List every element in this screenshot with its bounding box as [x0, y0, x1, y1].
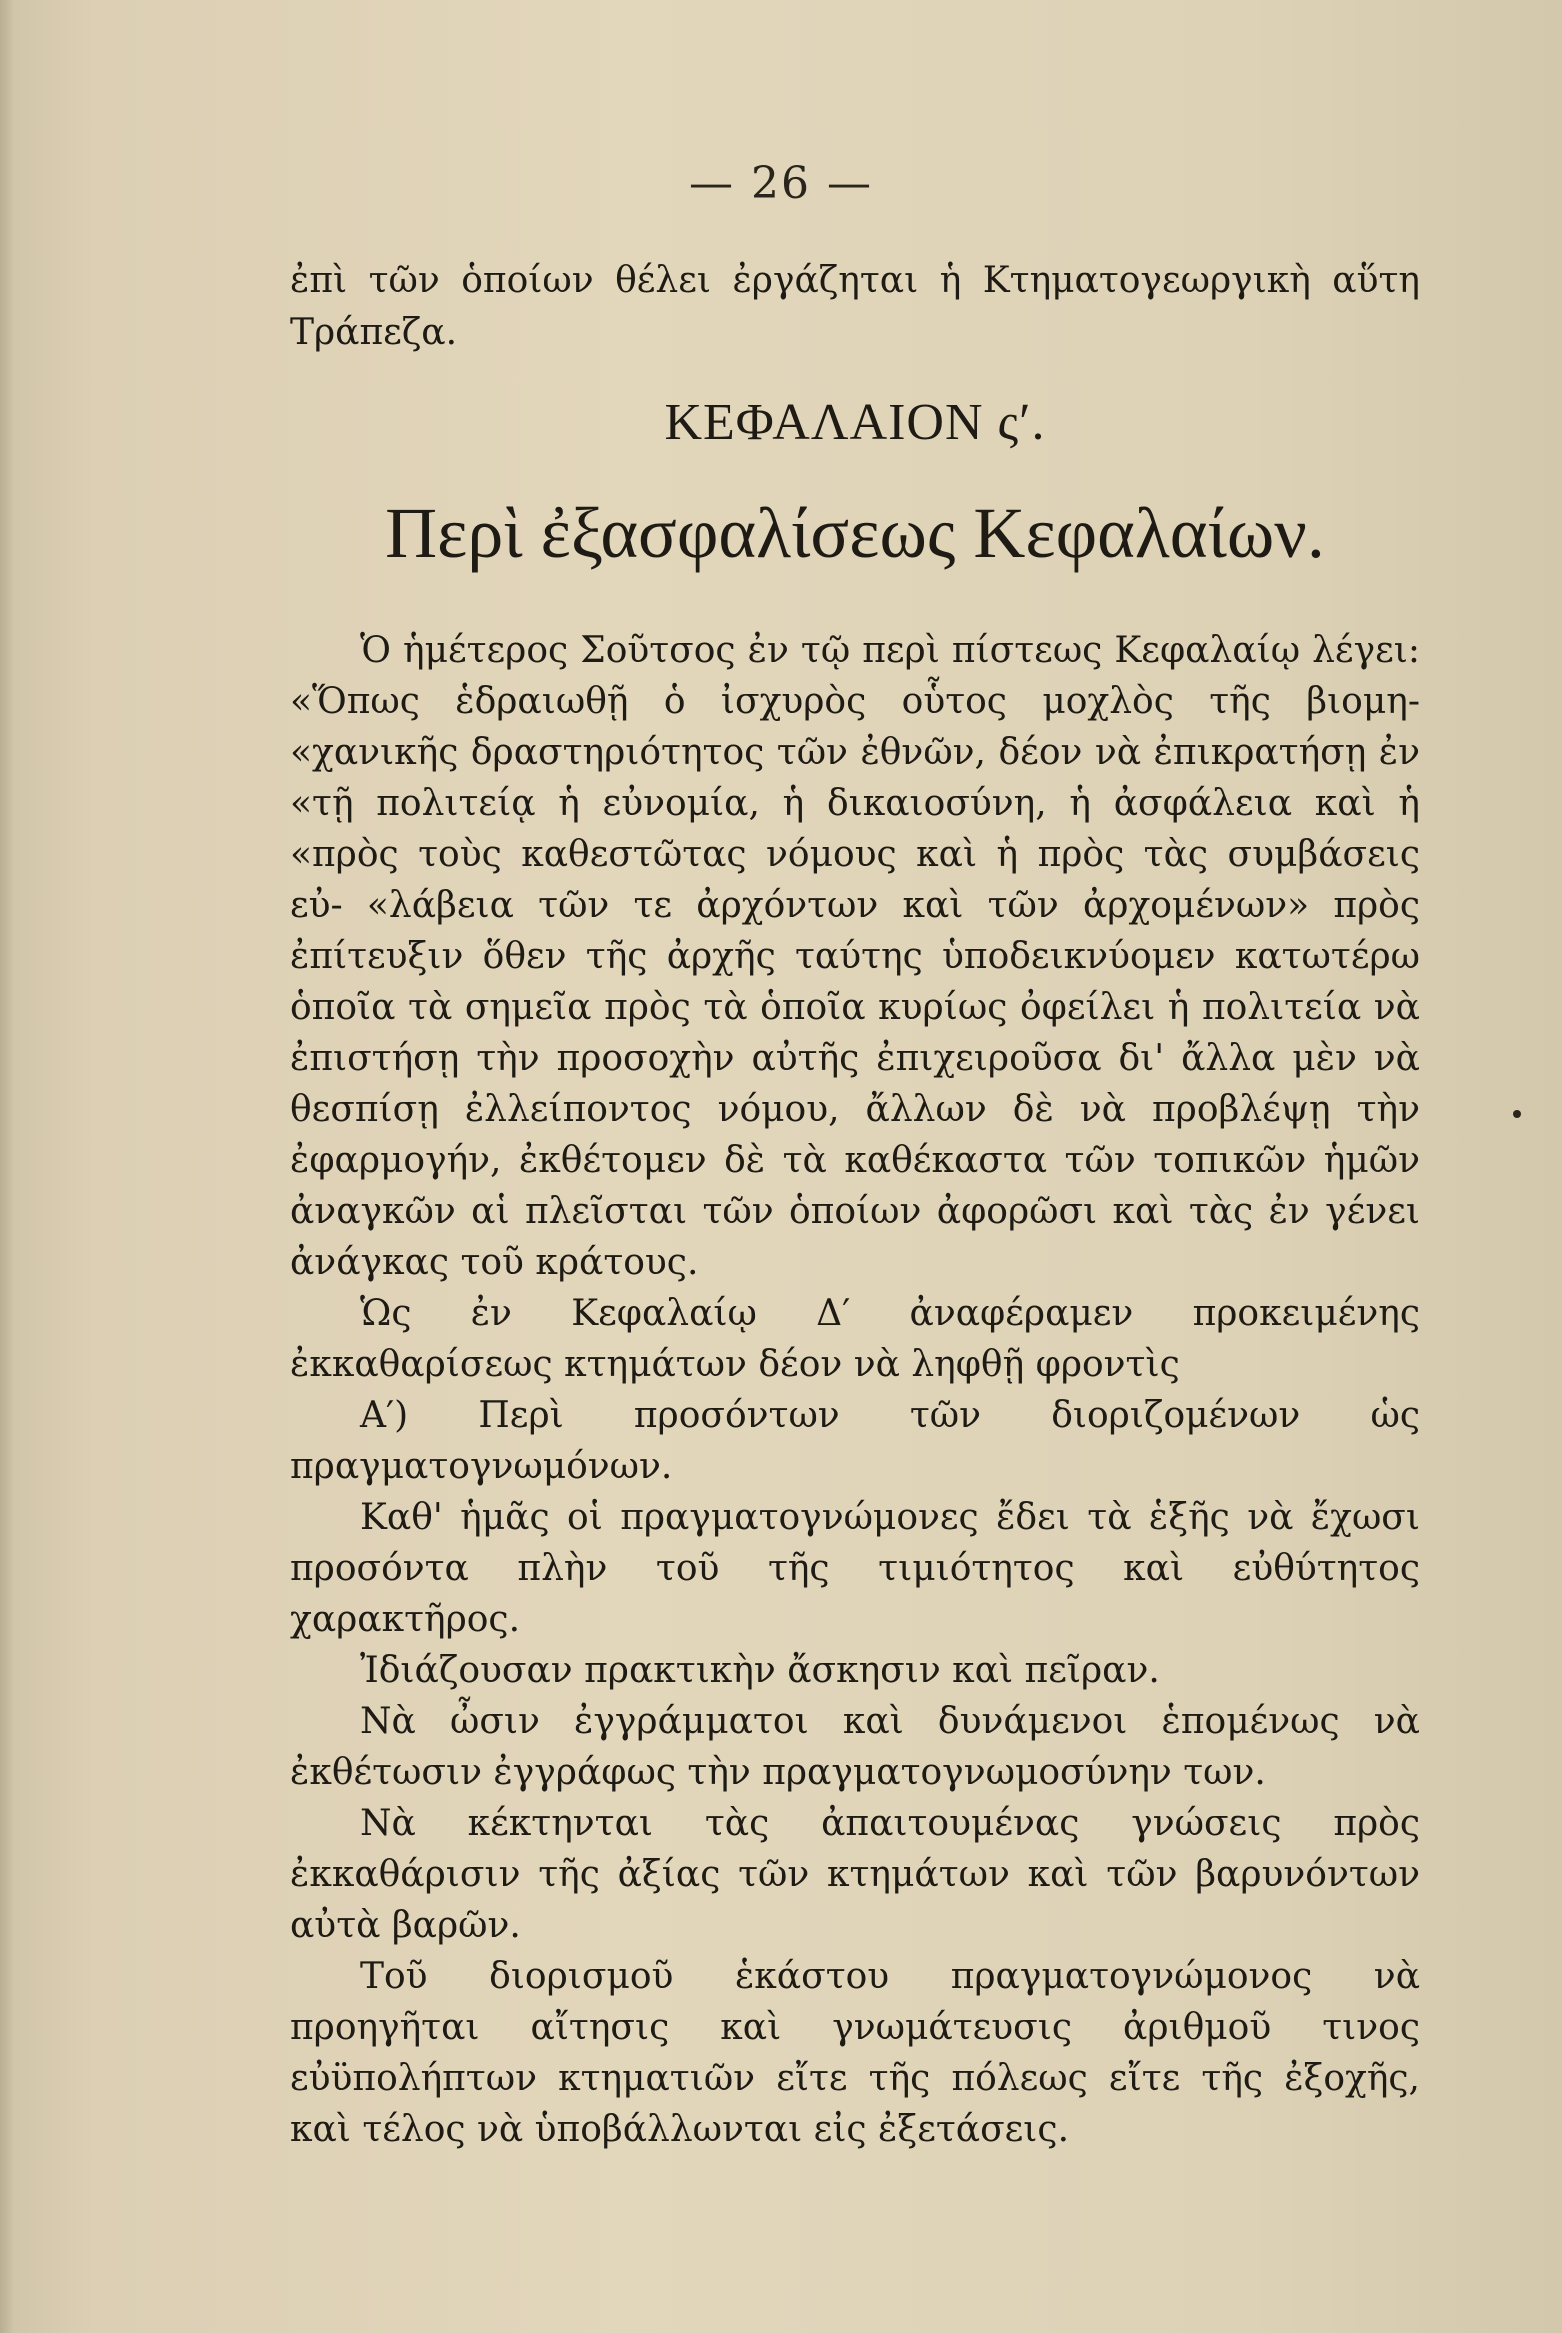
paragraph-qualifications-heading: Α′) Περὶ προσόντων τῶν διοριζομένων ὡς πραγματογνωμόνων. [290, 1395, 1420, 1487]
paragraph-qualifications-intro: Καθ' ἡμᾶς οἱ πραγματογνώμονες ἔδει τὰ ἑξῆς νὰ ἔχωσι προσόντα πλὴν τοῦ τῆς τιμιότητος καὶ εὐθύτητος χαρακτῆρος. [290, 1497, 1420, 1640]
page-number: — 26 — [689, 158, 873, 209]
ink-speck [1513, 1110, 1521, 1118]
paragraph-appointment: Τοῦ διορισμοῦ ἑκάστου πραγματογνώμονος νὰ προηγῆται αἴτησις καὶ γνωμάτευσις ἀριθμοῦ τινος εὐϋπολήπτων κτηματιῶν εἴτε τῆς πόλεως εἴτε τῆς ἐξοχῆς, καὶ τέλος νὰ ὑποβάλλωνται εἰς ἐξετάσεις. [290, 1956, 1420, 2150]
intro-text: ἐπὶ τῶν ὁποίων θέλει ἐργάζηται ἡ Κτηματογεωργικὴ αὕτη Τράπεζα. [290, 260, 1420, 353]
page-body [290, 255, 1420, 2155]
section-title: Περὶ ἐξασφαλίσεως Κεφαλαίων. [385, 493, 1325, 573]
paragraph-literacy: Νὰ ὦσιν ἐγγράμματοι καὶ δυνάμενοι ἑπομένως νὰ ἐκθέτωσιν ἐγγράφως τὴν πραγματογνωμοσύνην των. [290, 1701, 1420, 1793]
page-edge-shadow [0, 0, 14, 2333]
paragraph-soutsos-quote: Ὁ ἡμέτερος Σοῦτσος ἐν τῷ περὶ πίστεως Κεφαλαίῳ λέγει: «Ὅπως ἑδραιωθῇ ὁ ἰσχυρὸς οὗτος μοχλὸς τῆς βιομη- «χανικῆς δραστηριότητος τῶν ἐθνῶν, δέον νὰ ἐπικρατήσῃ ἐν «τῇ πολιτείᾳ ἡ εὐνομία, ἡ δικαιοσύνη, ἡ ἀσφάλεια καὶ ἡ «πρὸς τοὺς καθεστῶτας νόμους καὶ ἡ πρὸς τὰς συμβάσεις εὐ- «λάβεια τῶν τε ἀρχόντων καὶ τῶν ἀρχομένων» πρὸς ἐπίτευξιν ὅθεν τῆς ἀρχῆς ταύτης ὑποδεικνύομεν κατωτέρω ὁποῖα τὰ σημεῖα πρὸς τὰ ὁποῖα κυρίως ὀφείλει ἡ πολιτεία νὰ ἐπιστήσῃ τὴν προσοχὴν αὐτῆς ἐπιχειροῦσα δι' ἄλλα μὲν νὰ θεσπίσῃ ἐλλείποντος νόμου, ἄλλων δὲ νὰ προβλέψῃ τὴν ἐφαρμογήν, ἐκθέτομεν δὲ τὰ καθέκαστα τῶν τοπικῶν ἡμῶν ἀναγκῶν αἱ πλεῖσται τῶν ὁποίων ἀφορῶσι καὶ τὰς ἐν γένει ἀνάγκας τοῦ κράτους. [290, 630, 1420, 1283]
paragraph-chapter-d-reference: Ὡς ἐν Κεφαλαίῳ Δ′ ἀναφέραμεν προκειμένης ἐκκαθαρίσεως κτημάτων δέον νὰ ληφθῇ φροντὶς [290, 1293, 1420, 1385]
paragraph-knowledge: Νὰ κέκτηνται τὰς ἀπαιτουμένας γνώσεις πρὸς ἐκκαθάρισιν τῆς ἀξίας τῶν κτημάτων καὶ τῶν βαρυνόντων αὐτὰ βαρῶν. [290, 1803, 1420, 1946]
chapter-heading: ΚΕΦΑΛΑΙΟΝ ς′. [664, 394, 1046, 451]
paragraph-practice: Ἰδιάζουσαν πρακτικὴν ἄσκησιν καὶ πεῖραν. [360, 1650, 1160, 1691]
